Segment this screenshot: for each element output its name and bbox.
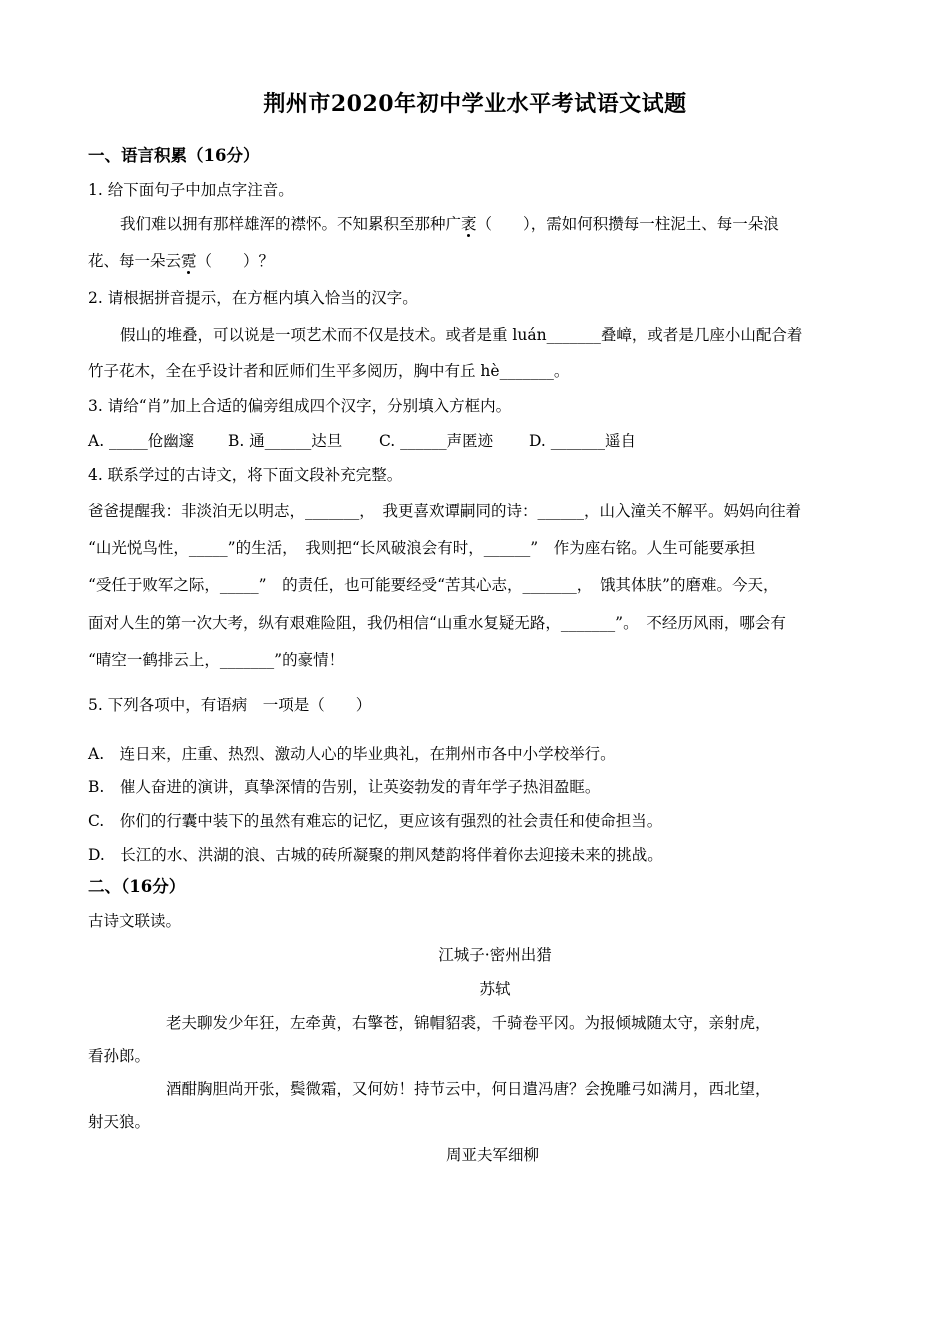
page-title: 荆州市2020年初中学业水平考试语文试题 (263, 91, 687, 117)
q1-text-b: （ ），需如何积攒每一柱泥土、每一朵浪 (476, 215, 779, 233)
q5-option-d: D. 长江的水、洪湖的浪、古城的砖所凝聚的荆风楚韵将伴着你去迎接未来的挑战。 (88, 846, 663, 864)
q2-line1: 假山的堆叠，可以说是一项艺术而不仅是技术。或者是重 luán_______叠嶂，或者是几座小山配合着 (120, 326, 803, 344)
q5-option-a: A. 连日来，庄重、热烈、激动人心的毕业典礼，在荆州市各中小学校举行。 (88, 745, 616, 763)
section-2-heading: 二、（16分） (88, 877, 186, 896)
next-text-title: 周亚夫军细柳 (445, 1146, 539, 1164)
q3-option-d: D. _______遥自 (529, 432, 636, 450)
section-2-intro: 古诗文联读。 (88, 912, 182, 930)
q4-line: 爸爸提醒我：非淡泊无以明志，_______， 我更喜欢谭嗣同的诗：______，山入潼关不解平。妈妈向往着 (88, 502, 802, 520)
q1-stem: 1. 给下面句子中加点字注音。 (88, 181, 294, 199)
q1-text-a: 我们难以拥有那样雄浑的襟怀。不知累积至那种广 (120, 215, 462, 233)
poem-line: 酒酣胸胆尚开张，鬓微霜，又何妨！持节云中，何日遣冯唐？会挽雕弓如满月，西北望， (166, 1080, 771, 1098)
q3-option-b: B. 通______达旦 (228, 432, 343, 450)
q2-stem: 2. 请根据拼音提示，在方框内填入恰当的汉字。 (88, 289, 418, 307)
q4-line: “晴空一鹤排云上，_______”的豪情！ (88, 651, 345, 669)
q3-option-c: C. ______声匿迹 (379, 432, 494, 450)
q4-line: “受任于败军之际，_____” 的责任，也可能要经受“苦其心志，_______， 饿其体肤”的磨难。今天， (88, 576, 779, 594)
q1-text-c: 花、每一朵云 (88, 252, 182, 270)
q1-text-d: （ ）？ (196, 252, 275, 270)
q1-sentence-line2 (88, 251, 274, 271)
q4-line: 面对人生的第一次大考，纵有艰难险阻，我仍相信“山重水复疑无路，_______”。 不经历风雨，哪会有 (88, 614, 786, 632)
section-1-heading: 一、语言积累（16分） (88, 146, 260, 165)
poem-title: 江城子·密州出猎 (438, 946, 552, 964)
q3-option-a: A. _____伧幽邃 (88, 432, 195, 450)
poem-line: 老夫聊发少年狂，左牵黄，右擎苍，锦帽貂裘，千骑卷平冈。为报倾城随太守，亲射虎， (166, 1014, 771, 1032)
q4-line: “山光悦鸟性，_____”的生活， 我则把“长风破浪会有时，______” 作为座右铭。人生可能要承担 (88, 539, 756, 557)
q5-option-b: B. 催人奋进的演讲，真挚深情的告别，让英姿勃发的青年学子热泪盈眶。 (88, 778, 601, 796)
poem-author: 苏轼 (479, 980, 511, 998)
dotted-char-mao: 袤 (461, 215, 477, 233)
q3-stem: 3. 请给“肖”加上合适的偏旁组成四个汉字，分别填入方框内。 (88, 397, 512, 415)
poem-line: 射天狼。 (88, 1113, 151, 1131)
q5-option-c: C. 你们的行囊中装下的虽然有难忘的记忆，更应该有强烈的社会责任和使命担当。 (88, 812, 663, 830)
poem-line: 看孙郎。 (88, 1047, 151, 1065)
dotted-char-ni: 霓 (181, 252, 197, 270)
q5-stem: 5. 下列各项中，有语病 一项是（ ） (88, 696, 372, 714)
q2-line2: 竹子花木，全在乎设计者和匠师们生平多阅历，胸中有丘 hè_______。 (88, 362, 570, 380)
q1-sentence-line1 (120, 214, 779, 234)
q4-stem: 4. 联系学过的古诗文，将下面文段补充完整。 (88, 466, 403, 484)
